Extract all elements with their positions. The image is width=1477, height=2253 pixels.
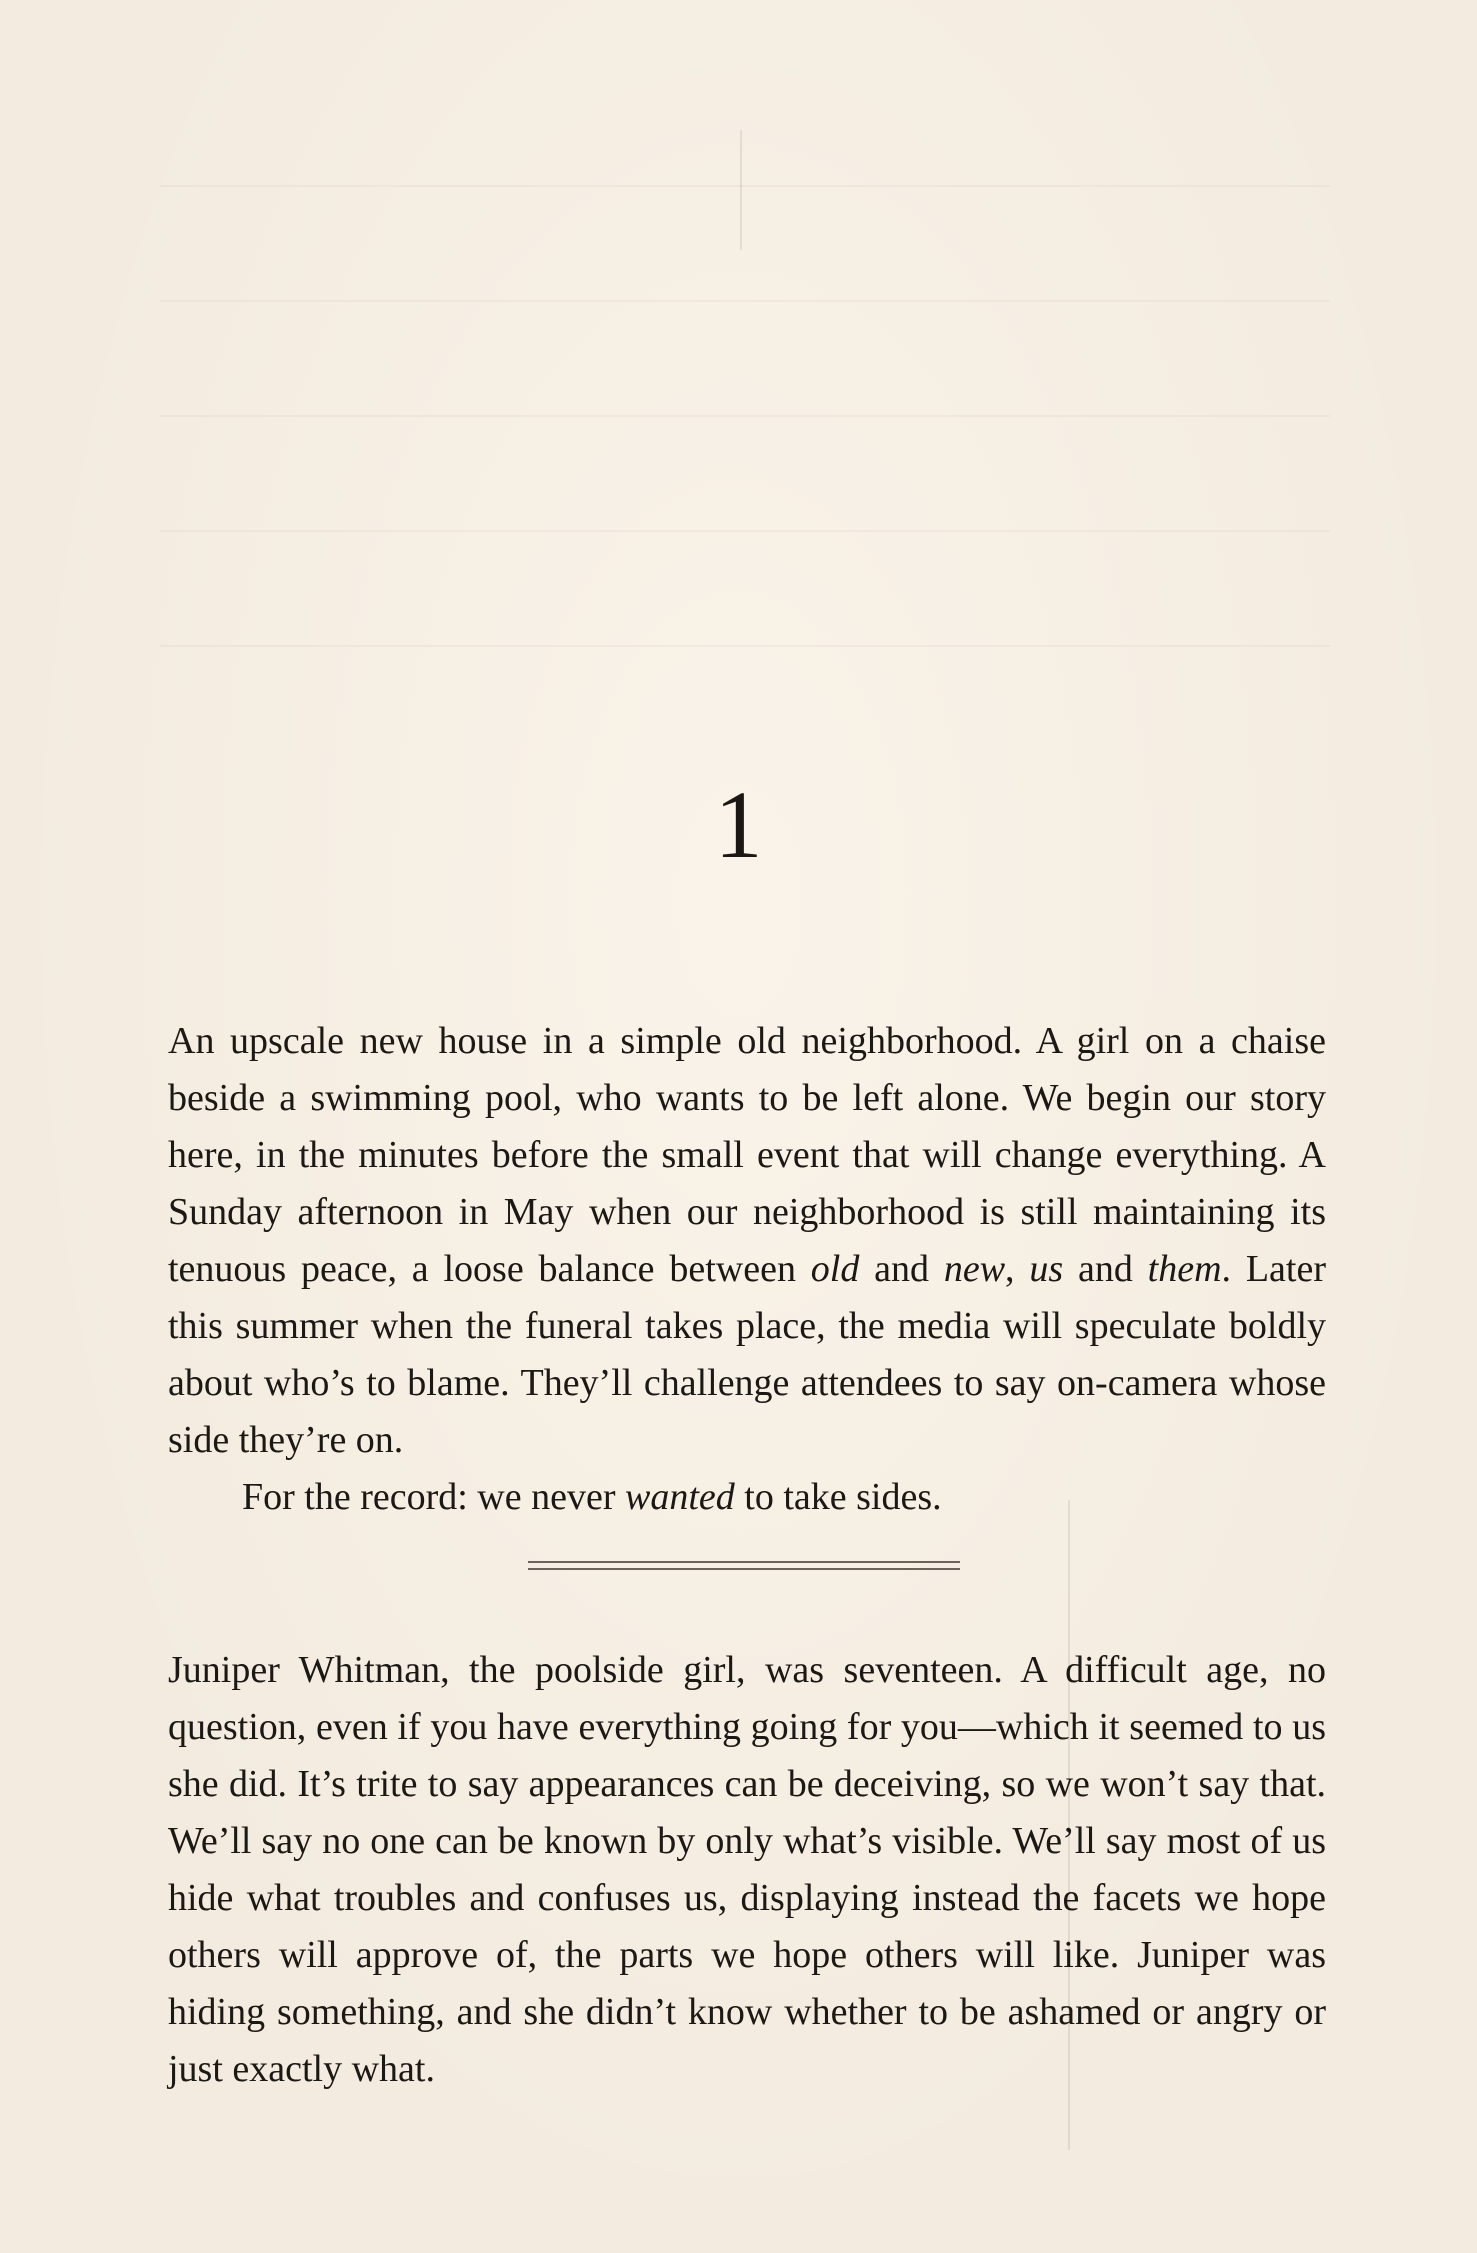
text-run: and <box>1063 1248 1148 1290</box>
show-through-line <box>160 300 1330 302</box>
show-through-line <box>160 530 1330 532</box>
text-run: An upscale new house in a simple old neighborhood. A girl on a chaise beside a swimming pool, who wants to be left alone. We begin our story here, in the minutes before the small event that will change everything. A Sunday afternoon in May when our neighborhood is still maintaining its tenuous peace, a loose balance between <box>168 1020 1326 1290</box>
text-run: to take sides. <box>734 1476 942 1518</box>
show-through-line <box>160 645 1330 647</box>
show-through-line <box>160 415 1330 417</box>
italic-text: new <box>943 1248 1006 1290</box>
italic-text: old <box>810 1248 860 1290</box>
text-run: , <box>1005 1248 1030 1290</box>
italic-text: us <box>1029 1248 1064 1290</box>
section-2 <box>168 1642 1326 2098</box>
paragraph <box>168 1013 1326 1469</box>
text-run: For the record: we never <box>242 1476 626 1518</box>
section-break-rule <box>528 1561 960 1570</box>
page-crease-top <box>740 130 742 250</box>
show-through-line <box>160 185 1330 187</box>
italic-text: wanted <box>625 1476 735 1518</box>
italic-text: them <box>1147 1248 1222 1290</box>
text-run: . Later this summer when the funeral takes place, the media will speculate boldly about who’s to blame. They’ll challenge attendees to say on-camera whose side they’re on. <box>168 1248 1326 1461</box>
paragraph: Juniper Whitman, the poolside girl, was seventeen. A difficult age, no question, even if you have everything going for you—which it seemed to us she did. It’s trite to say appearances can be deceiving, so we won’t say that. We’ll say no one can be known by only what’s visible. We’ll say most of us hide what troubles and confuses us, displaying instead the facets we hope others will approve of, the parts we hope others will like. Juniper was hiding something, and she didn’t know whether to be ashamed or angry or just exactly what. <box>168 1649 1326 2090</box>
paragraph <box>168 1469 1326 1526</box>
section-1 <box>168 1013 1326 1526</box>
text-run: and <box>859 1248 944 1290</box>
chapter-number: 1 <box>714 771 763 878</box>
